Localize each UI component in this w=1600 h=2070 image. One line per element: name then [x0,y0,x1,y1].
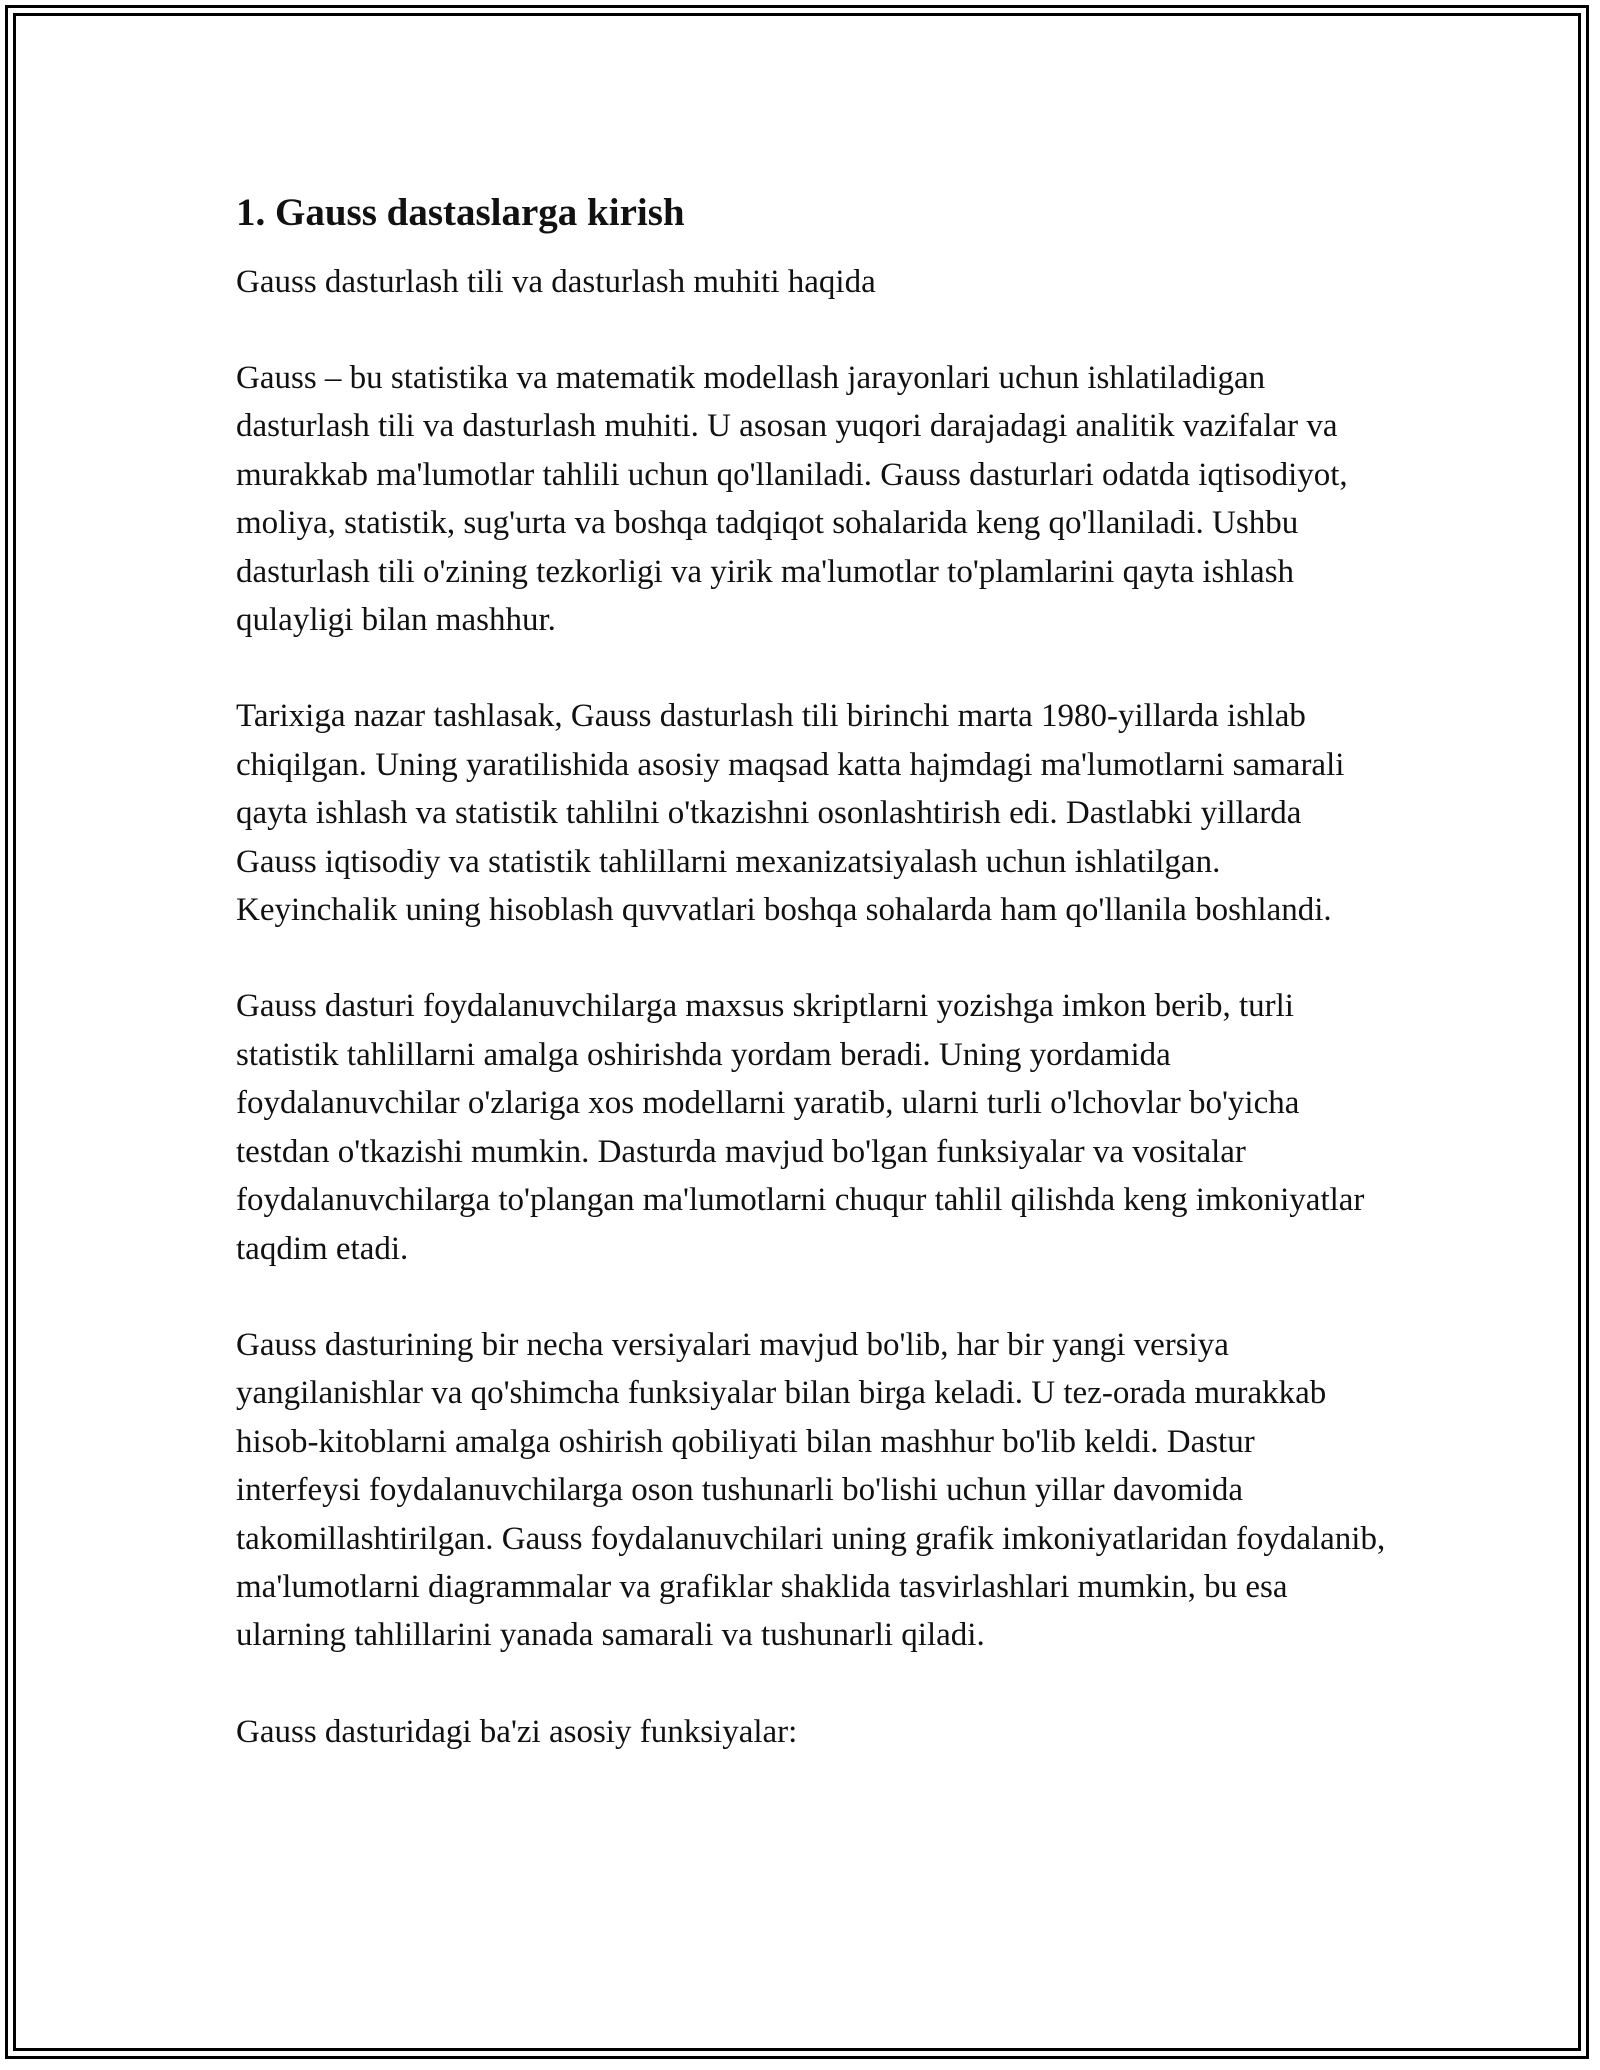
paragraph-3: Gauss dasturi foydalanuvchilarga maxsus skriptlarni yozishga imkon berib, turli statistik tahlillarni amalga oshirishda yordam beradi. Uning yordamida foydalanuvchilar o'zlariga xos modellarni yaratib, ularni turli o'lchovlar bo'yicha testdan o'tkazishi mumkin. Dasturda mavjud bo'lgan funksiyalar va vositalar foydalanuvchilarga to'plangan ma'lumotlarni chuqur tahlil qilishda keng imkoniyatlar taqdim etadi. [236,988,1365,1267]
section-subtitle: Gauss dasturlash tili va dasturlash muhiti haqida [236,264,876,300]
paragraph-1: Gauss – bu statistika va matematik modellash jarayonlari uchun ishlatiladigan dasturlash tili va dasturlash muhiti. U asosan yuqori darajadagi analitik vazifalar va murakkab ma'lumotlar tahlili uchun qo'llaniladi. Gauss dasturlari odatda iqtisodiyot, moliya, statistik, sug'urta va boshqa tadqiqot sohalarida keng qo'llaniladi. Ushbu dasturlash tili o'zining tezkorligi va yirik ma'lumotlar to'plamlarini qayta ishlash qulayligi bilan mashhur. [236,360,1348,639]
paragraph-2: Tarixiga nazar tashlasak, Gauss dasturlash tili birinchi marta 1980-yillarda ishlab chiqilgan. Uning yaratilishida asosiy maqsad katta hajmdagi ma'lumotlarni samarali qayta ishlash va statistik tahlilni o'tkazishni osonlashtirish edi. Dastlabki yillarda Gauss iqtisodiy va statistik tahlillarni mexanizatsiyalash uchun ishlatilgan. Keyinchalik uning hisoblash quvvatlari boshqa sohalarda ham qo'llanila boshlandi. [236,698,1345,929]
paragraph-4: Gauss dasturining bir necha versiyalari mavjud bo'lib, har bir yangi versiya yangilanishlar va qo'shimcha funksiyalar bilan birga keladi. U tez-orada murakkab hisob-kitoblarni amalga oshirish qobiliyati bilan mashhur bo'lib keldi. Dastur interfeysi foydalanuvchilarga oson tushunarli bo'lishi uchun yillar davomida takomillashtirilgan. Gauss foydalanuvchilari uning grafik imkoniyatlaridan foydalanib, ma'lumotlarni diagrammalar va grafiklar shaklida tasvirlashlari mumkin, bu esa ularning tahlillarini yanada samarali va tushunarli qiladi. [236,1326,1386,1654]
section-heading: 1. Gauss dastaslarga kirish [236,191,685,234]
document-body [236,186,1386,1756]
paragraph-5: Gauss dasturidagi ba'zi asosiy funksiyalar: [236,1713,798,1750]
